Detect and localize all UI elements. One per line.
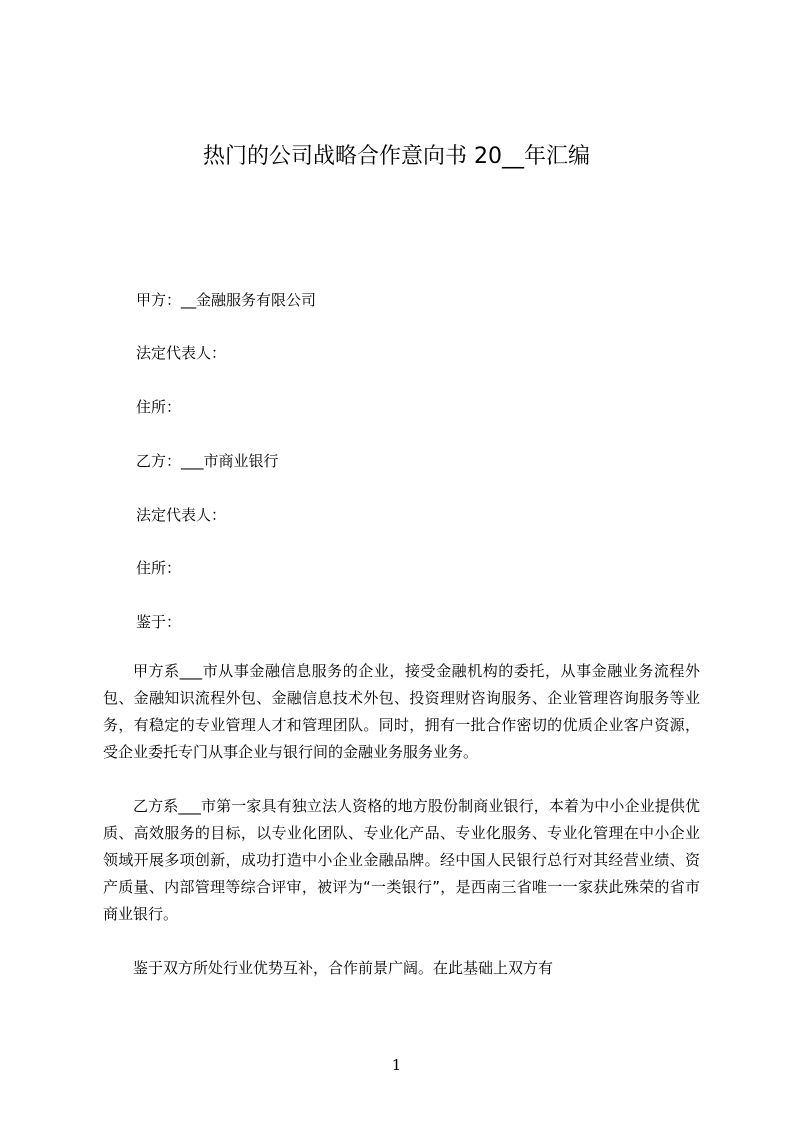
whereas-heading: 鉴于： bbox=[136, 613, 182, 631]
party-a-address: 住所： bbox=[136, 398, 182, 416]
party-a-name: 甲方：__金融服务有限公司 bbox=[136, 291, 317, 309]
cooperation-intro-paragraph: 鉴于双方所处行业优势互补，合作前景广阔。在此基础上双方有 bbox=[133, 959, 554, 977]
document-title: 热门的公司战略合作意向书 20__年汇编 bbox=[203, 144, 590, 169]
party-b-legal-representative: 法定代表人： bbox=[136, 506, 227, 524]
party-b-address: 住所： bbox=[136, 559, 182, 577]
party-a-legal-representative: 法定代表人： bbox=[136, 344, 227, 362]
party-a-description-paragraph: 甲方系___市从事金融信息服务的企业，接受金融机构的委托，从事金融业务流程外包、金融知识流程外包、金融信息技术外包、投资理财咨询服务、企业管理咨询服务等业务，有稳定的专业管理人才和管理团队。同时，拥有一批合作密切的优质企业客户资源，受企业委托专门从事企业与银行间的金融业务服务业务。 bbox=[103, 662, 700, 761]
party-b-name: 乙方：___市商业银行 bbox=[136, 452, 279, 470]
page-number: 1 bbox=[391, 1056, 402, 1074]
party-b-description-paragraph: 乙方系___市第一家具有独立法人资格的地方股份制商业银行，本着为中小企业提供优质、高效服务的目标，以专业化团队、专业化产品、专业化服务、专业化管理在中小企业领域开展多项创新，成功打造中小企业金融品牌。经中国人民银行总行对其经营业绩、资产质量、内部管理等综合评审，被评为“一类银行”，是西南三省唯一一家获此殊荣的省市商业银行。 bbox=[103, 797, 700, 923]
